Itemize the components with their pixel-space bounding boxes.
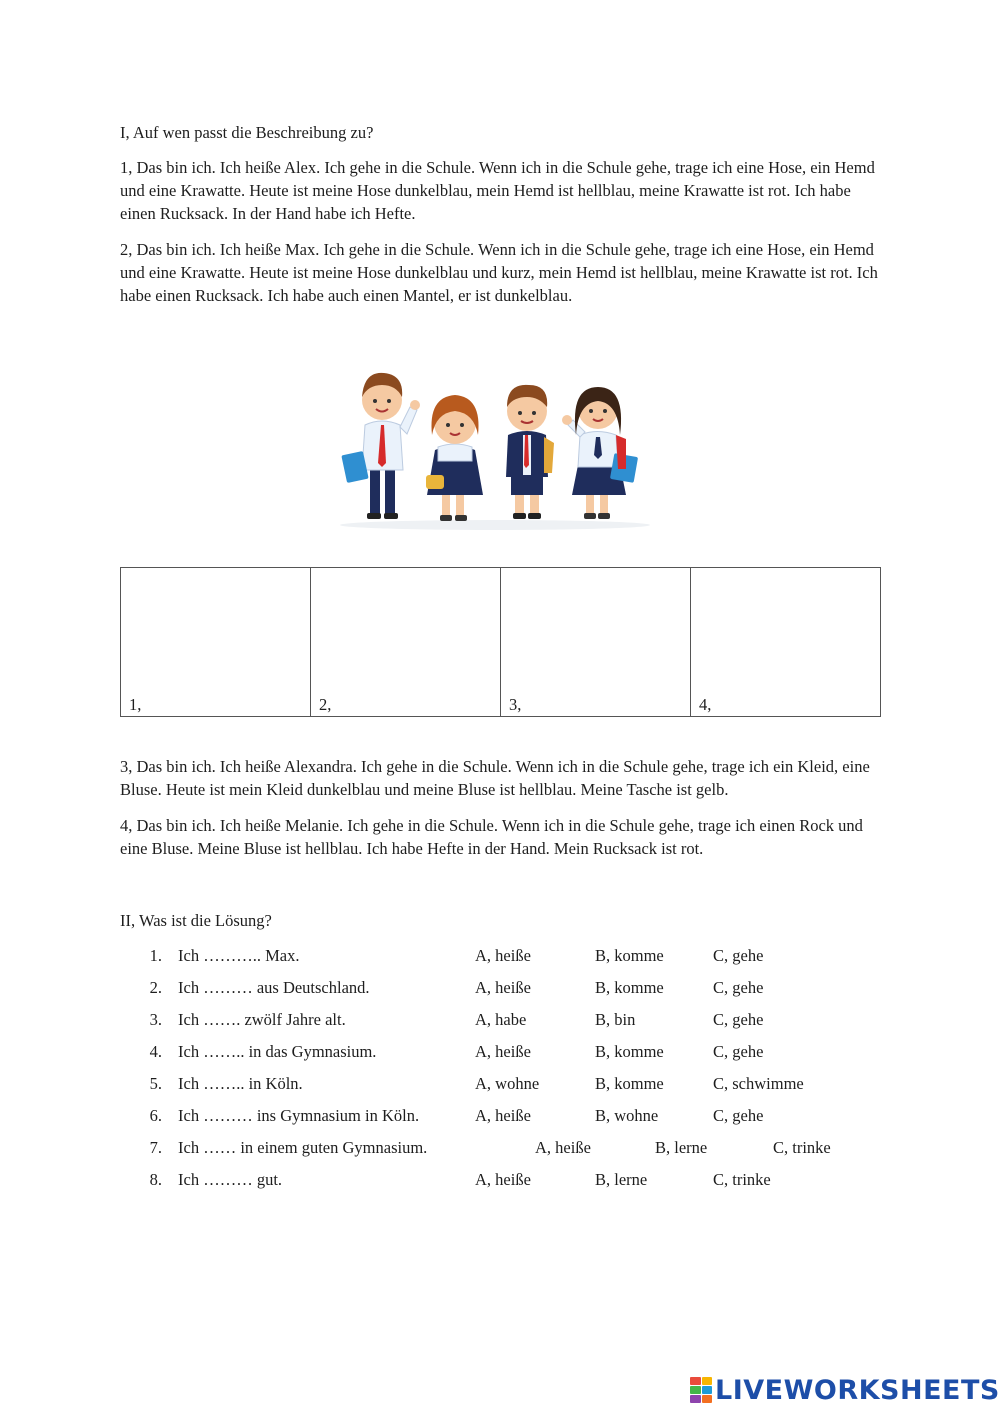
logo-badge-square — [690, 1395, 701, 1403]
option-a[interactable]: A, heiße — [475, 978, 531, 997]
logo-badge-square — [702, 1377, 713, 1385]
student-1-figure — [341, 373, 420, 519]
description-3: 3, Das bin ich. Ich heiße Alexandra. Ich gehe in die Schule. Wenn ich in die Schule gehe, trage ich ein Kleid, eine Bluse. Heute ist mein Kleid dunkelblau und meine Bluse ist hellblau. Meine Tasche ist gelb. — [120, 757, 870, 799]
quiz-item — [140, 1104, 900, 1136]
student-4-figure — [562, 387, 638, 519]
answer-cell-2[interactable] — [311, 568, 501, 716]
quiz-item-number: 1. — [149, 946, 162, 965]
answer-cell-label: 4, — [699, 695, 712, 714]
description-2: 2, Das bin ich. Ich heiße Max. Ich gehe in die Schule. Wenn ich in die Schule gehe, trage ich eine Hose, ein Hemd und eine Krawatte. Heute ist meine Hose dunkelblau und kurz, mein Hemd ist hellblau, meine Krawatte ist rot. Ich habe einen Rucksack. Ich habe auch einen Mantel, er ist dunkelblau. — [120, 240, 878, 305]
answer-cell-4[interactable] — [691, 568, 880, 716]
quiz-item-number: 2. — [149, 978, 162, 997]
option-c[interactable]: C, schwimme — [713, 1074, 804, 1093]
logo-badge-square — [702, 1395, 713, 1403]
answer-cell-label: 3, — [509, 695, 522, 714]
section-2-heading: II, Was ist die Lösung? — [120, 911, 272, 930]
quiz-item — [140, 944, 900, 976]
quiz-item — [140, 1040, 900, 1072]
quiz-item-text: Ich …….. in das Gymnasium. — [178, 1042, 377, 1061]
logo-badge-square — [690, 1386, 701, 1394]
option-a[interactable]: A, heiße — [475, 1042, 531, 1061]
logo-badge-square — [702, 1386, 713, 1394]
option-c[interactable]: C, trinke — [773, 1138, 831, 1157]
section-1-heading: I, Auf wen passt die Beschreibung zu? — [120, 123, 374, 142]
quiz-item-number: 4. — [149, 1042, 162, 1061]
quiz-item-number: 6. — [149, 1106, 162, 1125]
option-b[interactable]: B, lerne — [595, 1170, 648, 1189]
quiz-item-number: 7. — [149, 1138, 162, 1157]
option-b[interactable]: B, komme — [595, 946, 664, 965]
option-c[interactable]: C, gehe — [713, 1106, 764, 1125]
option-b[interactable]: B, komme — [595, 978, 664, 997]
quiz-item-text: Ich ……… gut. — [178, 1170, 283, 1189]
quiz-item-number: 8. — [149, 1170, 162, 1189]
option-a[interactable]: A, heiße — [475, 946, 531, 965]
quiz-item-text: Ich …….. in Köln. — [178, 1074, 303, 1093]
quiz-item-number: 5. — [149, 1074, 162, 1093]
answer-cell-1[interactable] — [121, 568, 311, 716]
quiz-item-text: Ich ……. zwölf Jahre alt. — [178, 1010, 346, 1029]
quiz-item — [140, 1168, 900, 1200]
quiz-item-text: Ich ……….. Max. — [178, 946, 300, 965]
students-illustration — [330, 365, 660, 535]
logo-badge-icon — [690, 1377, 712, 1403]
option-b[interactable]: B, bin — [595, 1010, 636, 1029]
quiz-list — [140, 944, 900, 1200]
quiz-item — [140, 976, 900, 1008]
quiz-item-text: Ich …… in einem guten Gymnasium. — [178, 1138, 428, 1157]
answer-cell-label: 2, — [319, 695, 332, 714]
option-c[interactable]: C, gehe — [713, 1042, 764, 1061]
quiz-item-text: Ich ……… aus Deutschland. — [178, 978, 370, 997]
option-b[interactable]: B, komme — [595, 1042, 664, 1061]
option-b[interactable]: B, wohne — [595, 1106, 659, 1125]
liveworksheets-logo — [690, 1374, 1000, 1406]
answer-cell-label: 1, — [129, 695, 142, 714]
description-1: 1, Das bin ich. Ich heiße Alex. Ich gehe in die Schule. Wenn ich in die Schule gehe, trage ich eine Hose, ein Hemd und eine Krawatte. Heute ist meine Hose dunkelblau, mein Hemd ist hellblau, meine Krawatte ist rot. Ich habe einen Rucksack. In der Hand habe ich Hefte. — [120, 158, 875, 223]
quiz-item — [140, 1008, 900, 1040]
quiz-item-text: Ich ……… ins Gymnasium in Köln. — [178, 1106, 420, 1125]
description-4: 4, Das bin ich. Ich heiße Melanie. Ich gehe in die Schule. Wenn ich in die Schule gehe, trage ich einen Rock und eine Bluse. Meine Bluse ist hellblau. Ich habe Hefte in der Hand. Mein Rucksack ist rot. — [120, 816, 863, 858]
option-a[interactable]: A, heiße — [475, 1106, 531, 1125]
option-c[interactable]: C, gehe — [713, 946, 764, 965]
answer-cell-3[interactable] — [501, 568, 691, 716]
quiz-item — [140, 1136, 900, 1168]
option-c[interactable]: C, gehe — [713, 978, 764, 997]
student-3-figure — [506, 385, 554, 519]
option-a[interactable]: A, heiße — [535, 1138, 591, 1157]
option-b[interactable]: B, komme — [595, 1074, 664, 1093]
option-c[interactable]: C, gehe — [713, 1010, 764, 1029]
quiz-item-number: 3. — [149, 1010, 162, 1029]
option-b[interactable]: B, lerne — [655, 1138, 708, 1157]
option-a[interactable]: A, wohne — [475, 1074, 540, 1093]
student-2-figure — [426, 395, 483, 521]
logo-badge-square — [690, 1377, 701, 1385]
option-a[interactable]: A, habe — [475, 1010, 527, 1029]
option-a[interactable]: A, heiße — [475, 1170, 531, 1189]
logo-text: LIVEWORKSHEETS — [715, 1374, 1000, 1406]
quiz-item — [140, 1072, 900, 1104]
answer-table — [120, 567, 881, 717]
option-c[interactable]: C, trinke — [713, 1170, 771, 1189]
